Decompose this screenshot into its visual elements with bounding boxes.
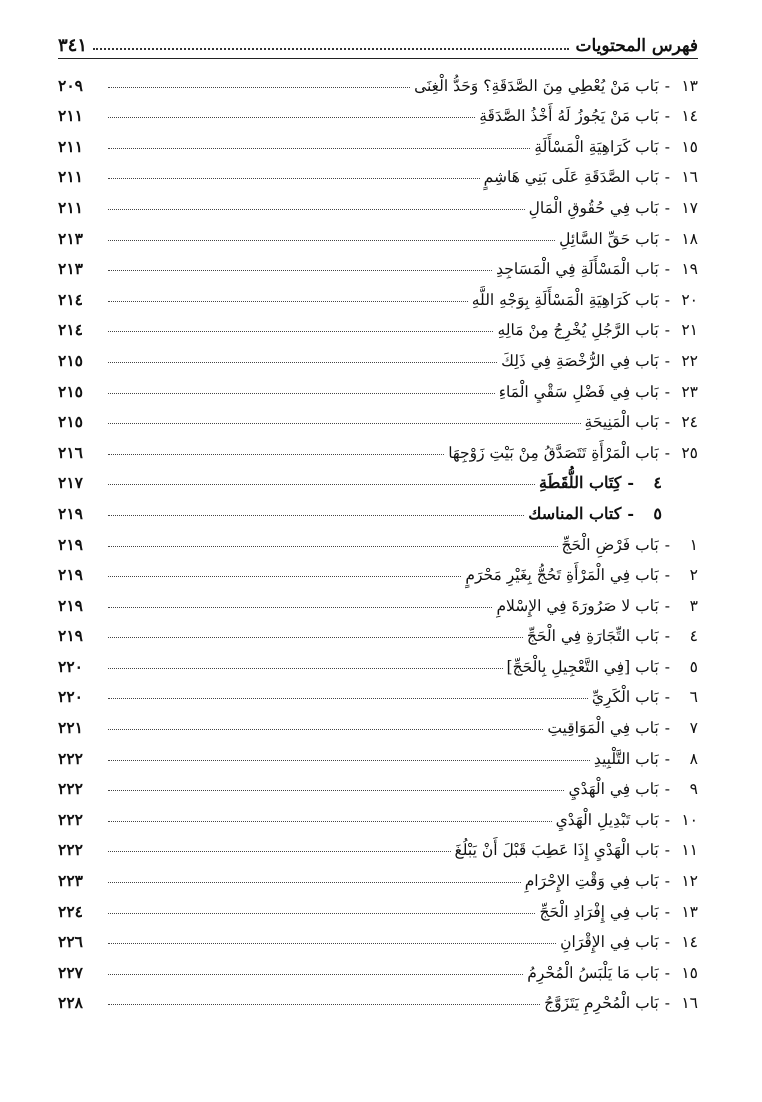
entry-dash: - [664,229,670,248]
toc-entry [58,645,698,676]
toc-entry [58,982,698,1013]
entry-page-number: ٢١٥ [58,350,83,370]
entry-dash: - [664,933,670,952]
toc-entry [58,798,698,829]
leader-dots [108,178,480,179]
entry-dash: - [664,902,670,921]
entry-number: ١٧ [681,198,698,217]
entry-number: ٦ [689,688,698,707]
toc-entry [58,217,698,248]
toc-entry [58,431,698,462]
page-title: فهرس المحتويات [575,36,698,56]
running-header [58,26,698,59]
entry-number: ١٥ [681,137,698,156]
toc-entry [58,125,698,156]
entry-dash: - [664,627,670,646]
entry-title: بَاب كَرَاهِيَةِ الْمَسْأَلَةِ [534,137,659,156]
entry-title: بَاب فِي الإِقْرَانِ [560,933,659,952]
entry-title: بَاب حَقِّ السَّائِلِ [559,229,659,248]
toc-entry [58,768,698,799]
toc-entry [58,370,698,401]
leader-dots [108,301,468,302]
toc-entry [58,554,698,585]
toc-entry [58,921,698,952]
entry-dash: - [664,198,670,217]
entry-number: ١٢ [681,872,698,891]
entry-number: ٢٥ [681,443,698,462]
entry-number: ١٠ [681,810,698,829]
entry-dash: - [664,657,670,676]
toc-entry [58,401,698,432]
entry-page-number: ٢١٣ [58,259,83,279]
entry-number: ٢٢ [681,351,698,370]
entry-title: بَاب فِي وَقْتِ الإِحْرَامِ [524,872,659,891]
entry-dash: - [664,260,670,279]
toc-entry [58,951,698,982]
entry-title: بَاب الْمَنِيحَةِ [584,413,659,432]
entry-page-number: ٢٢٣ [58,871,83,891]
toc-entry [58,829,698,860]
entry-dash: - [664,810,670,829]
leader-dots [108,117,475,118]
leader-dots [108,240,555,241]
entry-title: بَاب التَّلْبِيدِ [593,749,659,768]
entry-page-number: ٢١١ [58,106,83,126]
leader-dots [108,974,523,975]
toc-entry [58,890,698,921]
entry-number: ١٦ [681,168,698,187]
entry-title: بَاب تَبْدِيلِ الْهَدْيِ [555,810,659,829]
toc-entry [58,584,698,615]
entry-page-number: ٢١٩ [58,503,83,523]
entry-title: بَاب فِي الْهَدْيِ [568,780,659,799]
toc-entry [58,309,698,340]
leader-dots [108,943,556,944]
entry-dash: - [664,749,670,768]
entry-title: بَاب الرَّجُلِ يُخْرِجُ مِنْ مَالِهِ [497,321,659,340]
entry-page-number: ٢٢١ [58,718,83,738]
toc-entry [58,706,698,737]
leader-dots [108,576,461,577]
entry-page-number: ٢١٩ [58,626,83,646]
entry-number: ١١ [681,841,698,860]
entry-title: بَاب مَنْ يُعْطِي مِنَ الصَّدَقَةِ؟ وَحَدُّ الْغِنَى [414,76,659,95]
book-number: ٥ [653,503,662,523]
entry-title: بَاب مَنْ يَجُوزُ لَهُ أَخْذُ الصَّدَقَةِ [479,107,659,126]
leader-dots [108,637,523,638]
leader-dots [108,454,444,455]
entry-page-number: ٢٢٦ [58,932,83,952]
entry-dash: - [664,535,670,554]
entry-page-number: ٢٠٩ [58,75,83,95]
entry-page-number: ٢٢٠ [58,687,83,707]
toc-entry [58,156,698,187]
entry-dash: - [664,290,670,309]
entry-title: بَاب [فِي التَّعْجِيلِ بِالْحَجِّ] [506,657,659,676]
toc-list [58,64,698,1012]
entry-page-number: ٢٢٠ [58,656,83,676]
entry-title: بَاب لا صَرُورَةَ فِي الإِسْلامِ [496,596,659,615]
entry-dash: - [664,351,670,370]
leader-dots [108,913,535,914]
leader-dots [108,882,521,883]
toc-entry [58,278,698,309]
toc-book-heading [58,492,698,523]
entry-page-number: ٢١٩ [58,534,83,554]
entry-title: بَاب الْهَدْيِ إِذَا عَطِبَ قَبْلَ أَنْ يَبْلُغَ [454,841,659,860]
entry-number: ٧ [689,719,698,738]
entry-title: بَاب كَرَاهِيَةِ الْمَسْأَلَةِ بِوَجْهِ اللَّهِ [471,290,659,309]
entry-page-number: ٢١٤ [58,289,83,309]
leader-dots [108,729,543,730]
entry-number: ١٣ [681,902,698,921]
entry-title: بَاب الْمَسْأَلَةِ فِي الْمَسَاجِدِ [496,260,659,279]
leader-dots [108,668,503,669]
toc-book-heading [58,462,698,493]
toc-entry [58,737,698,768]
page-number: ٣٤١ [58,35,88,56]
toc-entry [58,95,698,126]
entry-page-number: ٢٢٢ [58,748,83,768]
entry-page-number: ٢١٥ [58,381,83,401]
entry-page-number: ٢٢٧ [58,962,83,982]
leader-dots [108,790,564,791]
entry-dash: - [664,137,670,156]
header-leader-dots [93,48,569,50]
entry-dash: - [664,566,670,585]
entry-number: ٢٠ [681,290,698,309]
entry-page-number: ٢٢٢ [58,809,83,829]
entry-dash: - [664,841,670,860]
entry-title: بَاب الصَّدَقَةِ عَلَى بَنِي هَاشِمٍ [483,168,659,187]
entry-page-number: ٢١٤ [58,320,83,340]
entry-title: بَاب الْكَرِيِّ [591,688,659,707]
entry-number: ٣ [689,596,698,615]
entry-number: ١٤ [681,933,698,952]
toc-entry [58,859,698,890]
toc-entry [58,248,698,279]
leader-dots [108,484,535,485]
entry-number: ٢ [689,566,698,585]
entry-dash: - [664,443,670,462]
entry-title: بَاب مَا يَلْبَسُ الْمُحْرِمُ [527,963,659,982]
entry-title: بَاب فِي حُقُوقِ الْمَالِ [528,198,659,217]
entry-title: بَاب فِي فَضْلِ سَقْيِ الْمَاءِ [498,382,659,401]
leader-dots [108,698,588,699]
entry-dash: - [664,107,670,126]
leader-dots [108,423,581,424]
leader-dots [108,851,451,852]
leader-dots [108,1004,540,1005]
entry-page-number: ٢١٩ [58,565,83,585]
entry-page-number: ٢١١ [58,197,83,217]
entry-number: ٩ [689,780,698,799]
entry-number: ١ [689,535,698,554]
toc-entry [58,339,698,370]
toc-page [58,26,698,1012]
entry-page-number: ٢١١ [58,167,83,187]
entry-number: ١٥ [681,963,698,982]
leader-dots [108,607,492,608]
leader-dots [108,87,410,88]
leader-dots [108,760,590,761]
toc-entry [58,523,698,554]
book-title: كِتَاب اللُّقَطَةِ [538,473,622,493]
entry-dash: - [664,413,670,432]
entry-dash: - [664,872,670,891]
leader-dots [108,148,530,149]
leader-dots [108,331,493,332]
leader-dots [108,821,552,822]
entry-dash: - [664,688,670,707]
entry-dash: - [664,963,670,982]
entry-page-number: ٢٢٢ [58,840,83,860]
entry-number: ٢١ [681,321,698,340]
entry-dash: - [664,596,670,615]
leader-dots [108,362,497,363]
entry-page-number: ٢١٩ [58,595,83,615]
toc-entry [58,615,698,646]
entry-page-number: ٢١١ [58,136,83,156]
entry-dash: - [664,994,670,1013]
entry-number: ٢٤ [681,413,698,432]
entry-title: بَاب الْمُحْرِمِ يَتَزَوَّجُ [544,994,659,1013]
entry-title: بَاب فَرْضِ الْحَجِّ [561,535,659,554]
entry-number: ٨ [689,749,698,768]
entry-page-number: ٢٢٨ [58,993,83,1013]
entry-number: ١٤ [681,107,698,126]
leader-dots [108,546,558,547]
entry-title: بَاب فِي الْمَوَاقِيتِ [547,719,659,738]
book-number: ٤ [653,473,662,493]
entry-dash: - [627,503,634,523]
entry-title: بَاب فِي الرُّخْصَةِ فِي ذَلِكَ [501,351,659,370]
entry-title: بَاب الْمَرْأَةِ تَتَصَدَّقُ مِنْ بَيْتِ زَوْجِهَا [448,443,659,462]
entry-dash: - [664,780,670,799]
leader-dots [108,270,492,271]
toc-entry [58,676,698,707]
entry-dash: - [664,382,670,401]
leader-dots [108,209,525,210]
entry-page-number: ٢٢٤ [58,901,83,921]
entry-number: ١٣ [681,76,698,95]
entry-number: ٥ [689,657,698,676]
leader-dots [108,515,524,516]
toc-entry [58,186,698,217]
entry-number: ١٦ [681,994,698,1013]
entry-number: ١٩ [681,260,698,279]
entry-dash: - [664,321,670,340]
entry-dash: - [664,76,670,95]
entry-number: ٢٣ [681,382,698,401]
book-title: كتاب المناسك [528,503,622,523]
entry-number: ٤ [689,627,698,646]
leader-dots [108,393,495,394]
entry-dash: - [664,719,670,738]
entry-page-number: ٢١٧ [58,473,83,493]
entry-dash: - [664,168,670,187]
entry-page-number: ٢٢٢ [58,779,83,799]
entry-title: بَاب التِّجَارَةِ فِي الْحَجِّ [526,627,659,646]
entry-title: بَاب فِي إِفْرَادِ الْحَجِّ [539,902,659,921]
entry-page-number: ٢١٦ [58,442,83,462]
entry-number: ١٨ [681,229,698,248]
toc-entry [58,64,698,95]
entry-page-number: ٢١٣ [58,228,83,248]
entry-title: بَاب فِي الْمَرْأَةِ تَحُجُّ بِغَيْرِ مَحْرَمٍ [465,566,659,585]
entry-dash: - [627,473,634,493]
entry-page-number: ٢١٥ [58,412,83,432]
